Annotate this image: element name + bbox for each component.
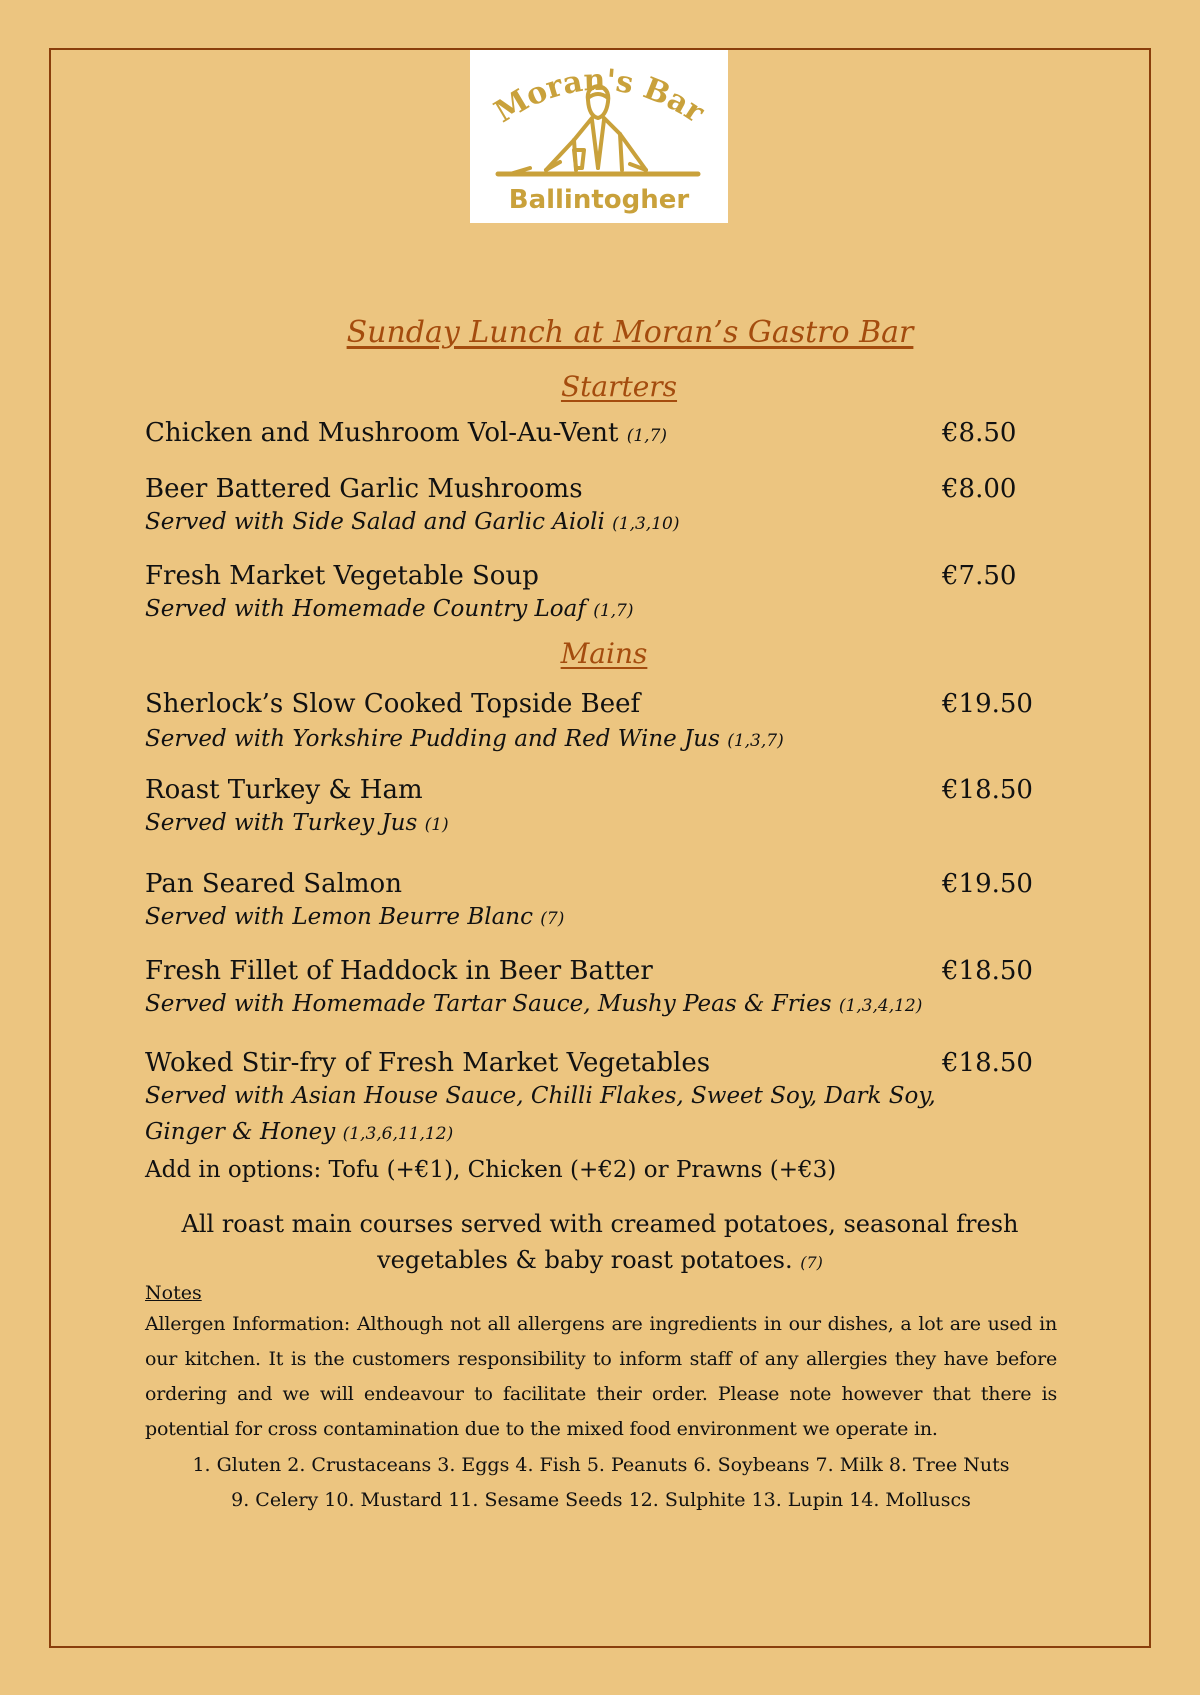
roast-note [150,1206,1050,1281]
menu-item [145,689,1045,759]
add-in-options: Add in options: Tofu (+€1), Chicken (+€2) or Prawns (+€3) [145,1157,837,1183]
allergen-list [145,1448,1057,1518]
item-price: €18.50 [942,1048,1033,1078]
menu-item [145,418,1045,448]
roast-note-line1: All roast main courses served with creamed potatoes, seasonal fresh [181,1210,1019,1238]
logo-bottom-text: Ballintogher [508,185,690,215]
item-price: €8.00 [942,474,1017,504]
morans-bar-logo [470,50,728,223]
item-name: Beer Battered Garlic Mushrooms [145,474,583,504]
item-description-line2: Ginger & Honey [145,1119,336,1145]
allergen-list-line1: 1. Gluten 2. Crustaceans 3. Eggs 4. Fish 5. Peanuts 6. Soybeans 7. Milk 8. Tree Nuts [192,1454,1010,1476]
item-allergens: (1,3,10) [612,514,680,534]
item-name: Fresh Market Vegetable Soup [145,561,539,591]
item-allergens: (7) [540,909,565,929]
item-description: Served with Asian House Sauce, Chilli Flakes, Sweet Soy, Dark Soy, [145,1083,936,1109]
menu-item [145,956,1045,1024]
item-name: Sherlock’s Slow Cooked Topside Beef [145,689,641,719]
item-price: €19.50 [942,689,1033,719]
menu-item [145,775,1045,843]
allergen-list-line2: 9. Celery 10. Mustard 11. Sesame Seeds 12. Sulphite 13. Lupin 14. Molluscs [231,1489,971,1511]
menu-item [145,869,1045,937]
item-price: €8.50 [942,418,1017,448]
item-description: Served with Homemade Tartar Sauce, Mushy Peas & Fries [145,991,832,1017]
notes-label: Notes [145,1282,202,1304]
item-name: Chicken and Mushroom Vol-Au-Vent [145,418,619,448]
item-name: Woked Stir-fry of Fresh Market Vegetables [145,1048,711,1078]
item-description: Served with Turkey Jus [145,810,418,836]
roast-note-line2: vegetables & baby roast potatoes. [377,1246,793,1274]
section-heading-starters: Starters [560,370,678,403]
item-price: €7.50 [942,561,1017,591]
item-allergens: (1) [424,815,449,835]
menu-title: Sunday Lunch at Moran’s Gastro Bar [346,315,914,350]
item-price: €18.50 [942,956,1033,986]
item-allergens: (1,7) [626,426,668,446]
item-allergens: (1,3,6,11,12) [342,1124,454,1144]
item-name: Pan Seared Salmon [145,869,402,899]
menu-item [145,1048,1045,1188]
roast-note-allergens: (7) [800,1253,823,1272]
item-price: €19.50 [942,869,1033,899]
menu-item [145,474,1045,542]
svg-text:Moran's Bar [489,63,712,131]
allergen-information: Allergen Information: Although not all allergens are ingredients in our dishes, a lot are used in our kitchen. It is the customers responsibility to inform staff of any allergies they have before ordering and we will endeavour to facilitate their order. Please note however that there is potential for cross contamination due to the mixed food environment we operate in. [145,1313,1057,1440]
item-description: Served with Homemade Country Loaf [145,596,586,622]
item-allergens: (1,3,7) [727,731,784,751]
item-name: Roast Turkey & Ham [145,775,423,805]
item-description: Served with Lemon Beurre Blanc [145,904,533,930]
section-heading-mains: Mains [560,637,648,670]
item-name: Fresh Fillet of Haddock in Beer Batter [145,956,653,986]
item-allergens: (1,3,4,12) [838,996,923,1016]
menu-item [145,561,1045,629]
item-price: €18.50 [942,775,1033,805]
item-description: Served with Side Salad and Garlic Aioli [145,509,605,535]
item-description: Served with Yorkshire Pudding and Red Wine Jus [145,726,720,752]
item-allergens: (1,7) [593,601,634,621]
logo-top-text: Moran's Bar [488,62,711,131]
